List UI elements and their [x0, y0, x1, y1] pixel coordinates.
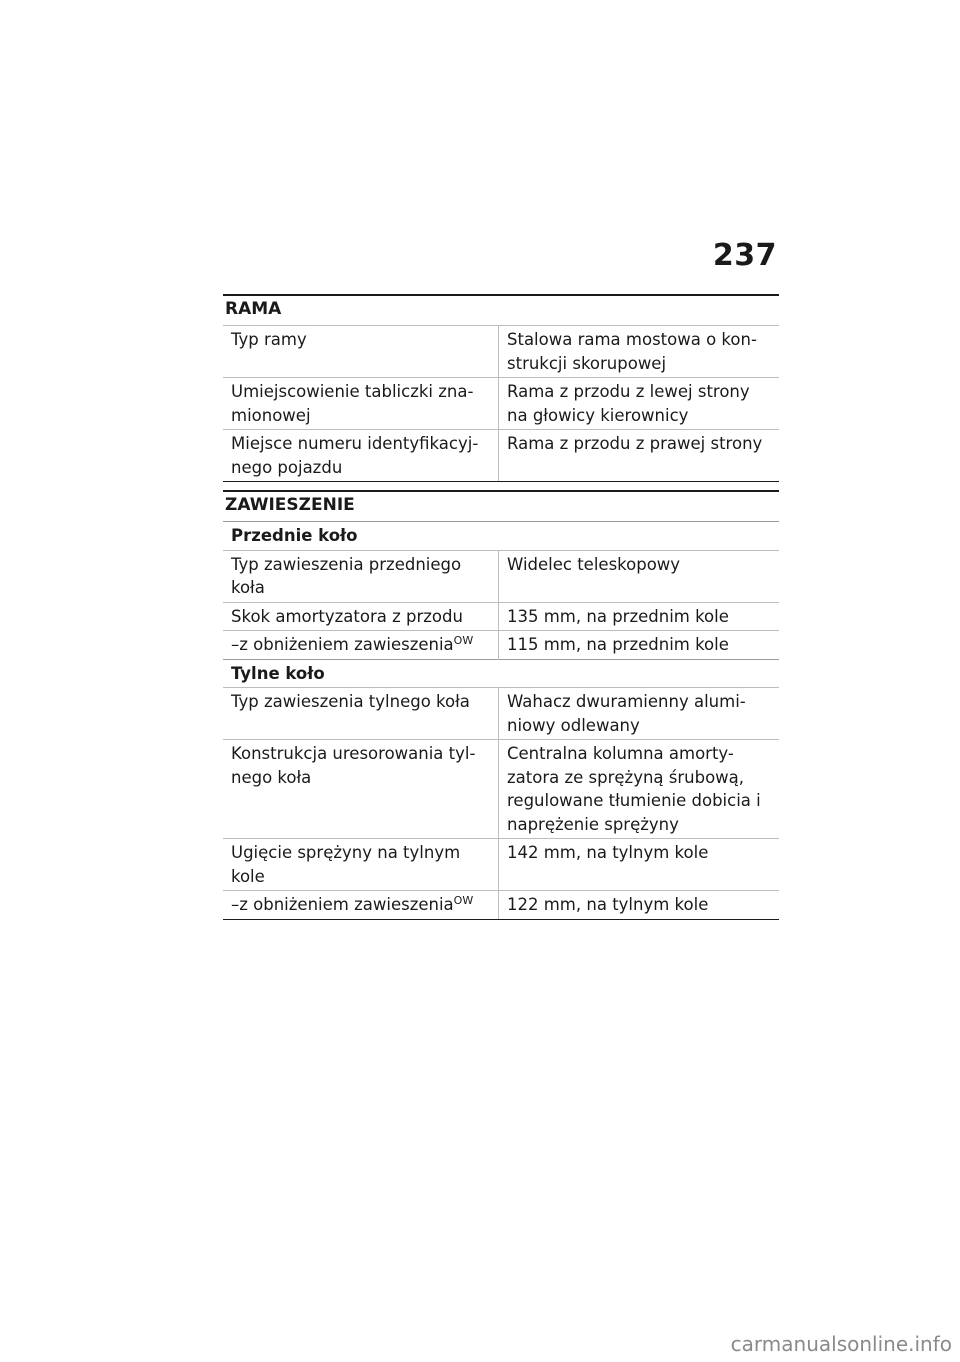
watermark-footer: carmanualsonline.info [730, 1332, 952, 1356]
table-row [223, 550, 779, 602]
table-row [223, 631, 779, 660]
spec-key: Ugięcie sprężyny na tylnym kole [223, 839, 499, 891]
spec-key [223, 891, 499, 920]
subheading-row [223, 659, 779, 688]
spec-key: Miejsce numeru identyfikacyj-nego pojazdu [223, 430, 499, 482]
spec-key: Typ zawieszenia tylnego koła [223, 688, 499, 740]
section-heading: ZAWIESZENIE [223, 490, 779, 521]
page-number: 237 [712, 238, 777, 273]
subheading-front: Przednie koło [223, 522, 779, 551]
spec-key: Umiejscowienie tabliczki zna-mionowej [223, 378, 499, 430]
spec-key: Konstrukcja uresorowania tyl-nego koła [223, 740, 499, 839]
ow-superscript: OW [453, 634, 474, 647]
spec-table-zawieszenie [223, 521, 779, 920]
table-row [223, 839, 779, 891]
spec-key-text: –z obniżeniem zawieszenia [231, 635, 454, 654]
spec-value: 122 mm, na tylnym kole [499, 891, 780, 920]
spec-value: 135 mm, na przednim kole [499, 602, 780, 631]
subheading-row [223, 522, 779, 551]
spec-value: Rama z przodu z prawej strony [499, 430, 780, 482]
section-zawieszenie [223, 490, 779, 920]
subheading-rear: Tylne koło [223, 659, 779, 688]
spec-key: Skok amortyzatora z przodu [223, 602, 499, 631]
spec-value: 115 mm, na przednim kole [499, 631, 780, 660]
spec-value: Centralna kolumna amorty-zatora ze sprężyną śrubową, regulowane tłumienie dobicia i naprężenie sprężyny [499, 740, 780, 839]
spec-key: Typ zawieszenia przedniego koła [223, 550, 499, 602]
table-row [223, 430, 779, 482]
spec-table-rama [223, 325, 779, 482]
spec-value: Wahacz dwuramienny alumi-niowy odlewany [499, 688, 780, 740]
spec-value: Rama z przodu z lewej strony na głowicy kierownicy [499, 378, 780, 430]
table-row [223, 688, 779, 740]
table-row [223, 602, 779, 631]
table-row [223, 378, 779, 430]
spec-value: Stalowa rama mostowa o kon-strukcji skorupowej [499, 326, 780, 378]
spec-key: Typ ramy [223, 326, 499, 378]
table-row [223, 891, 779, 920]
spec-value: 142 mm, na tylnym kole [499, 839, 780, 891]
ow-superscript: OW [453, 894, 474, 907]
spec-value: Widelec teleskopowy [499, 550, 780, 602]
table-row [223, 740, 779, 839]
table-row [223, 326, 779, 378]
section-heading: RAMA [223, 294, 779, 325]
spec-key-text: –z obniżeniem zawieszenia [231, 895, 454, 914]
spec-key [223, 631, 499, 660]
section-rama [223, 294, 779, 482]
